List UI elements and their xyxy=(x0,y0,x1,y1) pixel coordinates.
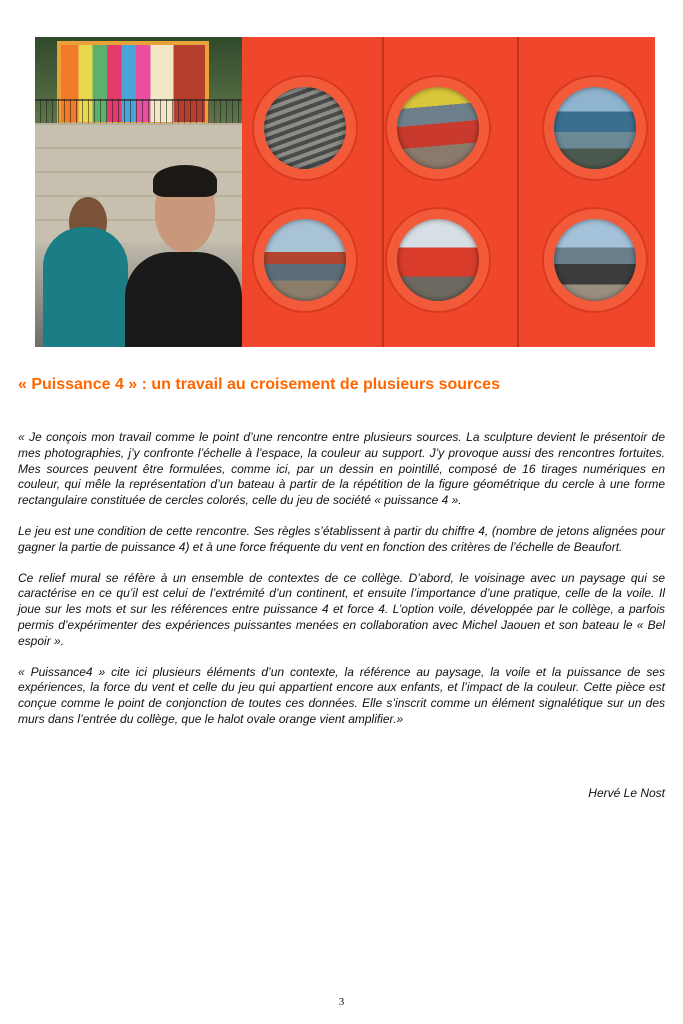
porthole xyxy=(385,75,491,181)
porthole-photo xyxy=(397,87,479,169)
panel-seam xyxy=(517,37,519,347)
porthole xyxy=(385,207,491,313)
porthole xyxy=(252,207,358,313)
paragraph: « Puissance4 » cite ici plusieurs éléments d’un contexte, la référence au paysage, la voile et la puissance de ses expériences, la force du vent et celle du jeu qui appartient encore aux enfants, et l’impact de la couleur. Cette pièce est conçue comme le point de conjonction de toutes ces données. Elle s’inscrit comme un élément signalétique sur un des murs dans l’entrée du collège, que le halot ovale orange vient amplifier.» xyxy=(18,664,665,726)
porthole-photo xyxy=(264,219,346,301)
header-photo-strip xyxy=(35,37,655,347)
porthole-photo xyxy=(397,219,479,301)
porthole xyxy=(542,75,648,181)
photo-artist-portrait xyxy=(35,37,242,347)
woman-figure-image xyxy=(43,227,128,347)
porthole xyxy=(542,207,648,313)
paragraph: Ce relief mural se réfère à un ensemble de contextes de ce collège. D’abord, le voisinage avec un paysage qui se caractérise en ce qu’il est celui de l’extrémité d’un continent, et ensuite l’importance d’une pratique, celle de la voile. Il joue sur les mots et sur les références entre puissance 4 et force 4. L’option voile, développée par le collège, a parfois permis d’expérimenter des expériences puissantes menées en collaboration avec Michel Jaouen et son bateau le « Bel espoir ». xyxy=(18,570,665,648)
porthole-photo xyxy=(554,87,636,169)
man-hair-image xyxy=(153,165,217,197)
article-title: « Puissance 4 » : un travail au croisement de plusieurs sources xyxy=(18,376,500,393)
author-signature: Hervé Le Nost xyxy=(588,786,665,800)
photo-orange-wall-portholes xyxy=(242,37,655,347)
railing-image xyxy=(35,99,242,125)
porthole-photo xyxy=(554,219,636,301)
paragraph: « Je conçois mon travail comme le point d’une rencontre entre plusieurs sources. La sculpture devient le présentoir de mes photographies, j’y confronte l’échelle à l’espace, la couleur au support. J’y provoque aussi des rencontres fortuites. Mes sources peuvent être formulées, comme ici, par un dessin en pointillé, composé de 16 tirages numériques en couleur, qui mêle la représentation d’un bateau à partir de la répétition de la figure géométrique du cercle à une forme rectangulaire constituée de cercles colorés, celle du jeu de société « puissance 4 ». xyxy=(18,430,665,508)
article-body xyxy=(18,430,665,743)
paragraph: Le jeu est une condition de cette rencontre. Ses règles s’établissent à partir du chiffre 4, (nombre de jetons alignées pour gagner la partie de puissance 4) et à une force fréquente du vent en fonction des critères de l’échelle de Beaufort. xyxy=(18,523,665,554)
porthole xyxy=(252,75,358,181)
porthole-photo xyxy=(264,87,346,169)
page-number: 3 xyxy=(338,996,345,1008)
panel-seam xyxy=(382,37,384,347)
man-figure-image xyxy=(125,252,242,347)
